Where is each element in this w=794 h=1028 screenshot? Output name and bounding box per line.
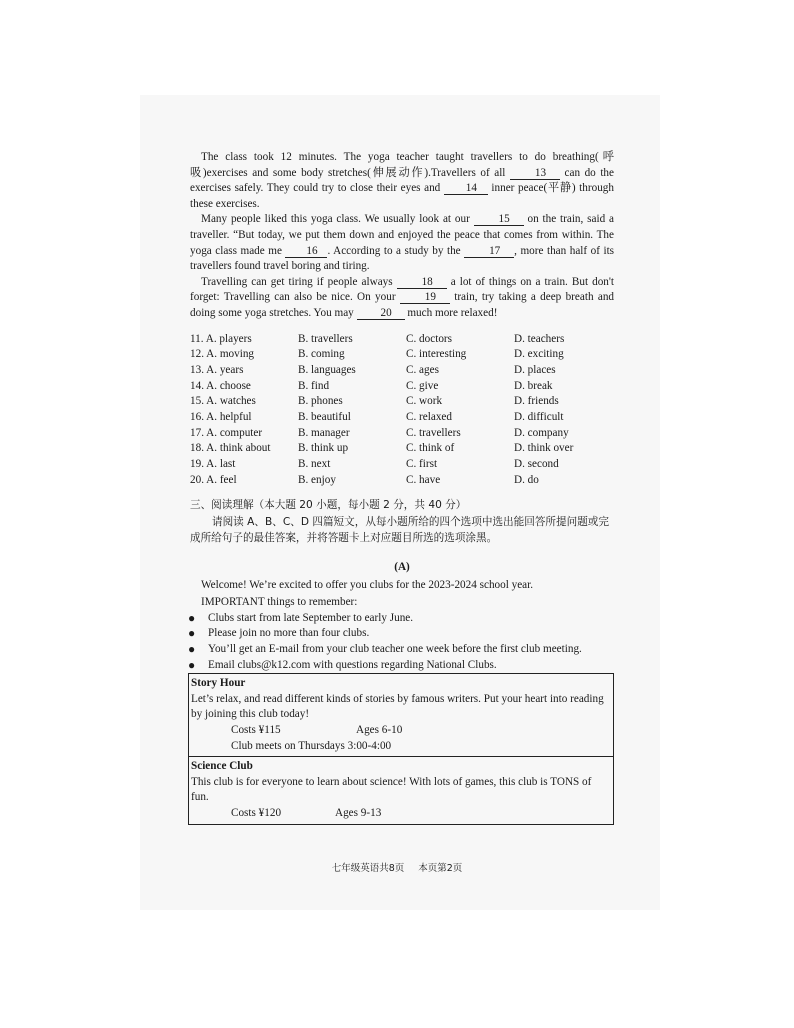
blank-18: 18 [397, 276, 447, 289]
option-row [190, 410, 573, 426]
club-meeting-time: Club meets on Thursdays 3:00-4:00 [231, 739, 392, 752]
option-cell: B. travellers [298, 332, 353, 345]
blank-13: 13 [510, 167, 560, 180]
option-cell: 14. A. choose [190, 379, 251, 392]
option-cell: D. break [514, 379, 553, 392]
paragraph-2 [190, 212, 614, 274]
option-cell: D. teachers [514, 332, 565, 345]
option-row [190, 332, 573, 348]
option-cell: D. difficult [514, 410, 564, 423]
options-table [190, 332, 573, 489]
option-cell: D. friends [514, 395, 559, 408]
option-cell: B. coming [298, 348, 345, 361]
option-cell: B. next [298, 458, 331, 471]
option-row [190, 473, 573, 489]
important-heading: IMPORTANT things to remember: [201, 596, 358, 609]
option-cell: 19. A. last [190, 458, 236, 471]
option-cell: B. phones [298, 395, 343, 408]
club-info [191, 806, 611, 822]
option-cell: B. find [298, 379, 330, 392]
section-3-instructions: 请阅读 A、B、C、D 四篇短文，从每小题所给的四个选项中选出能回答所提问题或完成所给句子的最佳答案，并将答题卡上对应题目所选的选项涂黑。 [190, 516, 609, 544]
blank-15: 15 [474, 213, 524, 226]
clubs-box [188, 673, 614, 824]
option-cell: C. travellers [406, 426, 461, 439]
club-cost: Costs ¥120 [231, 806, 282, 819]
club-story-hour [189, 674, 613, 756]
option-cell: C. relaxed [406, 410, 452, 423]
option-cell: 20. A. feel [190, 473, 237, 486]
text: . According to a study by the [327, 244, 461, 257]
option-row [190, 426, 573, 442]
option-cell: C. doctors [406, 332, 452, 345]
blank-17: 17 [464, 245, 514, 258]
footer-page-number: 本页第2页 [418, 863, 463, 874]
option-cell: D. do [514, 473, 539, 486]
option-cell: C. ages [406, 363, 439, 376]
bullet-icon: ● [188, 626, 196, 641]
option-cell: D. places [514, 363, 556, 376]
club-name: Story Hour [191, 677, 246, 690]
option-cell: C. interesting [406, 348, 467, 361]
option-row [190, 394, 573, 410]
list-item [190, 611, 614, 627]
text: The class took 12 minutes. The yoga teacher taught travellers to do breathing(呼吸)exercises and some body stretches(伸展动作).Travellers of all [190, 151, 614, 179]
list-item [190, 642, 614, 658]
text: on the train, said a traveller. “But today, we put them down and enjoyed the peace that comes from within. The yoga class made me [190, 213, 614, 257]
bullet-icon: ● [188, 641, 196, 656]
club-name: Science Club [191, 760, 253, 773]
option-cell: C. work [406, 395, 443, 408]
section-3-title: 三、阅读理解（本大题 20 小题，每小题 2 分，共 40 分） [190, 499, 467, 512]
footer-total-pages: 七年级英语共8页 [331, 863, 405, 874]
rule-text: You’ll get an E-mail from your club teacher one week before the first club meeting. [208, 642, 582, 655]
list-item [190, 626, 614, 642]
option-cell: D. think over [514, 442, 574, 455]
text: can do the exercises safely. They could try to close their eyes and [190, 166, 614, 195]
text: Travelling can get tiring if people always [201, 275, 393, 288]
text: a lot of things on a train. But don't forget: Travelling can also be nice. On your [190, 275, 615, 304]
club-info [191, 723, 611, 739]
club-science [189, 756, 613, 823]
option-cell: D. company [514, 426, 569, 439]
option-cell: B. languages [298, 363, 356, 376]
passage-a-title: (A) [394, 561, 410, 573]
text: , more than half of its travellers found travel boring and tiring. [190, 244, 615, 273]
page-footer [0, 860, 794, 874]
welcome-text: Welcome! We’re excited to offer you clubs for the 2023-2024 school year. [201, 578, 534, 591]
option-cell: C. think of [406, 442, 455, 455]
blank-20: 20 [357, 307, 405, 320]
club-ages: Ages 9-13 [335, 806, 382, 819]
option-row [190, 379, 573, 395]
option-row [190, 363, 573, 379]
option-cell: 12. A. moving [190, 348, 255, 361]
page-content [190, 150, 614, 825]
blank-14: 14 [444, 182, 488, 195]
option-cell: 17. A. computer [190, 426, 263, 439]
paragraph-3 [190, 275, 614, 322]
club-description: Let’s relax, and read different kinds of stories by famous writers. Put your heart into reading by joining this club today! [191, 692, 604, 721]
rules-list [190, 611, 614, 673]
text: train, try taking a deep breath and doing some yoga stretches. You may [190, 291, 615, 319]
list-item [190, 658, 614, 674]
option-row [190, 441, 573, 457]
bullet-icon: ● [188, 657, 196, 672]
option-cell: B. manager [298, 426, 350, 439]
option-cell: B. enjoy [298, 473, 336, 486]
rule-text: Clubs start from late September to early June. [208, 611, 414, 624]
option-row [190, 457, 573, 473]
paragraph-1 [190, 150, 614, 212]
blank-16: 16 [285, 245, 327, 258]
text: inner peace(平静) through these exercises. [190, 182, 614, 210]
option-cell: 18. A. think about [190, 442, 271, 455]
club-description: This club is for everyone to learn about science! With lots of games, this club is TONS of fun. [191, 775, 592, 804]
option-cell: C. have [406, 473, 441, 486]
option-cell: 15. A. watches [190, 395, 256, 408]
option-cell: C. give [406, 379, 439, 392]
option-cell: 11. A. players [190, 332, 252, 345]
club-ages: Ages 6-10 [356, 723, 403, 736]
rule-text: Please join no more than four clubs. [208, 627, 370, 640]
option-row [190, 347, 573, 363]
option-cell: 16. A. helpful [190, 410, 252, 423]
text: much more relaxed! [407, 306, 498, 319]
option-cell: B. beautiful [298, 410, 351, 423]
text: Many people liked this yoga class. We usually look at our [201, 213, 470, 226]
option-cell: D. second [514, 458, 559, 471]
option-cell: D. exciting [514, 348, 564, 361]
bullet-icon: ● [188, 610, 196, 625]
option-cell: C. first [406, 458, 438, 471]
blank-19: 19 [400, 291, 450, 304]
rule-text: Email clubs@k12.com with questions regarding National Clubs. [208, 658, 497, 671]
club-cost: Costs ¥115 [231, 723, 281, 736]
option-cell: 13. A. years [190, 363, 244, 376]
option-cell: B. think up [298, 442, 349, 455]
